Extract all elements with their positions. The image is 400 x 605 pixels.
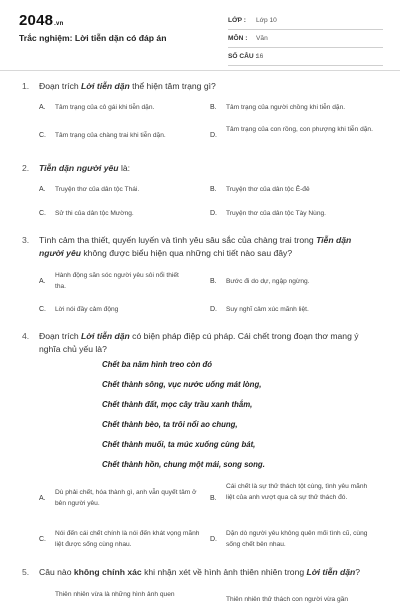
question-number: 4. (22, 331, 30, 341)
meta-value: Lớp 10 (256, 17, 277, 24)
question-5 (22, 566, 378, 579)
option-text: Bước đi do dự, ngập ngừng. (226, 278, 310, 285)
question-text (22, 234, 378, 260)
poem-line: Chết thành muối, ta múc xuống cùng bát, (102, 440, 256, 449)
question-number: 1. (22, 81, 30, 91)
question-text-part: là: (118, 163, 131, 173)
work-title: Tiễn dặn người yêu (39, 163, 119, 173)
question-3 (22, 234, 378, 313)
option-letter: A. (39, 104, 46, 111)
option-text: Cái chết là sự thử thách tột cùng, tình yêu mãnh liệt của anh vượt qua cả sự thử thách đó. (226, 483, 368, 501)
work-title: Lời tiễn dặn (306, 567, 356, 577)
option-text: Hành động săn sóc người yêu sôi nổi thiết tha. (55, 272, 179, 290)
meta-value: 16 (256, 53, 264, 60)
question-number: 3. (22, 235, 30, 245)
question-text-part: Đoạn trích (39, 81, 82, 91)
question-text-part: Đoạn trích (39, 331, 82, 341)
page-header (0, 0, 400, 68)
meta-value: Văn (256, 35, 268, 42)
option-letter: D. (210, 132, 217, 139)
work-title: Lời tiễn dặn (81, 331, 130, 341)
meta-row-class (228, 12, 383, 30)
meta-label: MÔN : (228, 35, 248, 42)
option-text: Lời nói đầy cảm động (55, 306, 119, 313)
question-text-part: Tình cảm tha thiết, quyến luyến và tình yêu sâu sắc của chàng trai trong (39, 235, 317, 245)
poem-line: Chết thành đất, mọc cây trầu xanh thắm, (102, 400, 253, 409)
poem-line: Chết thành hồn, chung một mái, song song. (102, 460, 265, 469)
question-text-part: Câu nào (39, 567, 74, 577)
option-text: Nói đến cái chết chính là nói đến khát vọng mãnh liệt được sống cùng nhau. (55, 530, 200, 548)
question-4 (22, 330, 378, 356)
question-text-part: ? (355, 567, 361, 577)
logo-suffix: .vn (54, 21, 64, 27)
option-letter: C. (39, 210, 46, 217)
question-text (22, 330, 378, 356)
option-text: Tâm trạng của cô gái khi tiễn dặn. (55, 104, 155, 111)
question-text-part: thể hiện tâm trạng gì? (129, 81, 216, 91)
option-text: Thiên nhiên thử thách con người vừa gần (226, 596, 349, 603)
option-text: Sử thi của dân tộc Mường. (55, 210, 134, 217)
work-title: Tiễn dặn người yêu (39, 235, 352, 258)
question-text (22, 566, 378, 579)
option-letter: A. (39, 278, 46, 285)
question-text (22, 80, 378, 93)
meta-info-panel (228, 12, 383, 66)
option-letter: B. (210, 278, 217, 285)
question-2 (22, 162, 378, 217)
logo-text: 2048 (19, 12, 54, 29)
question-text-part: có biện pháp điệp cú pháp. Cái chết trong đoạn thơ mang ý nghĩa chủ yếu là? (39, 331, 359, 354)
option-text: Truyện thơ của dân tộc Ê-đê (226, 186, 310, 193)
work-title: Lời tiễn dặn (81, 81, 130, 91)
option-letter: C. (39, 536, 46, 543)
question-text-part: khi nhận xét về hình ảnh thiên nhiên trong (141, 567, 307, 577)
header-divider (0, 70, 400, 71)
poem-line: Chết thành sông, vục nước uống mát lòng, (102, 380, 262, 389)
option-letter: A. (39, 186, 46, 193)
question-1 (22, 80, 378, 139)
option-letter: B. (210, 104, 217, 111)
meta-label: LỚP : (228, 17, 246, 24)
question-text (22, 162, 378, 175)
meta-row-question-count (228, 48, 383, 66)
option-text: Suy nghĩ cảm xúc mãnh liệt. (226, 306, 309, 313)
question-emphasis: không chính xác (73, 567, 142, 577)
option-text: Tâm trạng của người chồng khi tiễn dặn. (226, 104, 346, 111)
meta-label: SỐ CÂU : (228, 53, 258, 60)
option-text: Dù phải chết, hóa thành gì, anh vẫn quyết tâm ở bên người yêu. (55, 489, 197, 507)
poem-line: Chết ba năm hình treo còn đó (102, 360, 213, 369)
option-text: Tâm trạng của con rồng, con phượng khi tiễn dặn. (226, 126, 373, 133)
site-logo[interactable] (19, 12, 63, 29)
option-text: Thiên nhiên vừa là những hình ảnh quen (55, 591, 175, 598)
option-letter: C. (39, 306, 46, 313)
question-number: 5. (22, 567, 30, 577)
question-text-part: không được biểu hiện qua những chi tiết nào sau đây? (81, 248, 293, 258)
option-letter: C. (39, 132, 46, 139)
option-letter: A. (39, 495, 46, 502)
poem-line: Chết thành bèo, ta trôi nổi ao chung, (102, 420, 238, 429)
option-letter: B. (210, 186, 217, 193)
option-text: Tâm trạng của chàng trai khi tiễn dặn. (55, 132, 166, 139)
meta-row-subject (228, 30, 383, 48)
option-letter: D. (210, 210, 217, 217)
document-title: Trắc nghiệm: Lời tiễn dặn có đáp án (19, 33, 167, 43)
option-text: Truyện thơ của dân tộc Tày Nùng. (226, 210, 326, 217)
option-letter: D. (210, 536, 217, 543)
option-letter: D. (210, 306, 217, 313)
question-number: 2. (22, 163, 30, 173)
option-letter: B. (210, 495, 217, 502)
option-text: Truyện thơ của dân tộc Thái. (55, 186, 140, 193)
option-text: Dặn dò người yêu không quên mối tình cũ, cùng sống chết bên nhau. (226, 530, 368, 548)
